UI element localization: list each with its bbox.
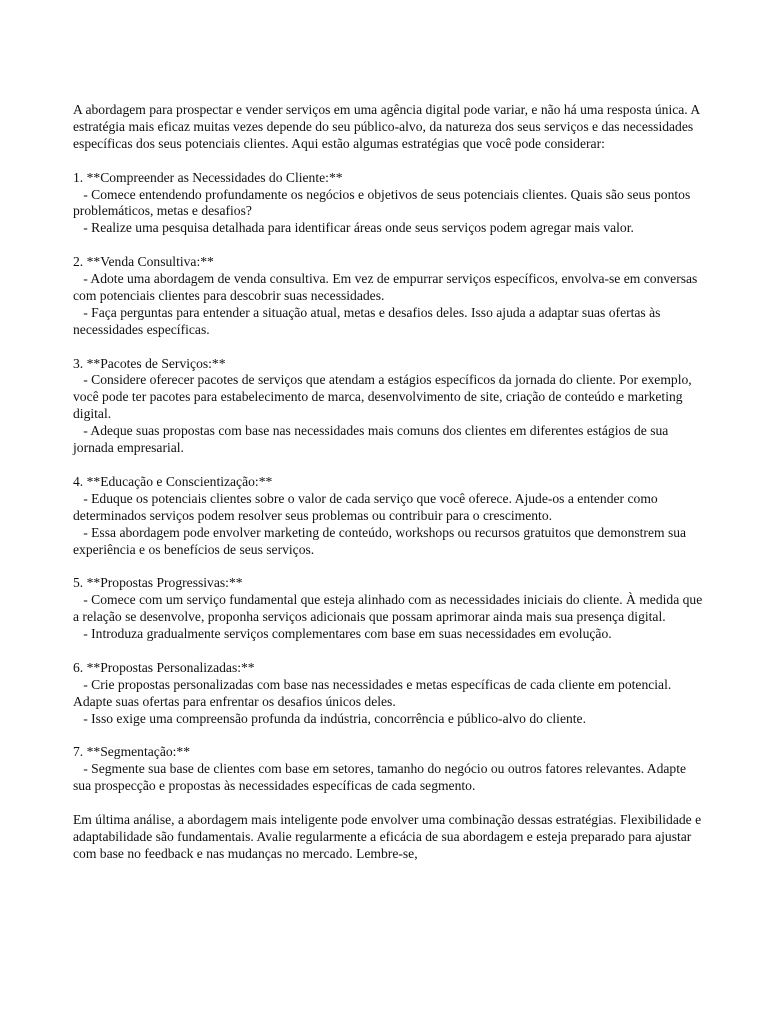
section-7 — [73, 744, 703, 795]
section-heading: 2. **Venda Consultiva:** — [73, 254, 214, 270]
section-heading: 7. **Segmentação:** — [73, 744, 191, 760]
section-heading: 4. **Educação e Conscientização:** — [73, 473, 273, 489]
section-bullet: - Crie propostas personalizadas com base nas necessidades e metas específicas de cada cliente em potencial. Adapte suas ofertas para enfrentar os desafios únicos deles. — [73, 676, 674, 709]
section-heading: 1. **Compreender as Necessidades do Cliente:** — [73, 169, 343, 185]
section-bullet: - Adote uma abordagem de venda consultiva. Em vez de empurrar serviços específicos, envolva-se em conversas com potenciais clientes para descobrir suas necessidades. — [73, 271, 701, 303]
section-bullet: - Segmente sua base de clientes com base em setores, tamanho do negócio ou outros fatores relevantes. Adapte sua prospecção e propostas às necessidades específicas de cada segmento. — [73, 761, 690, 794]
section-heading: 6. **Propostas Personalizadas:** — [73, 659, 255, 675]
section-6 — [73, 660, 703, 728]
document-page — [73, 102, 706, 880]
section-3 — [73, 356, 703, 457]
section-bullet: - Eduque os potenciais clientes sobre o valor de cada serviço que você oferece. Ajude-os a entender como determinados serviços podem resolver seus problemas ou contribuir para o crescimento. — [73, 490, 662, 523]
section-heading: 5. **Propostas Progressivas:** — [73, 575, 243, 591]
section-bullet: - Realize uma pesquisa detalhada para identificar áreas onde seus serviços podem agregar mais valor. — [73, 220, 634, 236]
section-bullet: - Faça perguntas para entender a situação atual, metas e desafios deles. Isso ajuda a adaptar suas ofertas às necessidades específicas. — [73, 304, 664, 337]
section-bullet: - Comece entendendo profundamente os negócios e objetivos de seus potenciais clientes. Quais são seus pontos problemáticos, metas e desafios? — [73, 186, 694, 219]
section-bullet: - Comece com um serviço fundamental que esteja alinhado com as necessidades iniciais do cliente. À medida que a relação se desenvolve, proponha serviços adicionais que possam aprimorar ainda mais sua presença digital. — [73, 592, 706, 625]
section-4 — [73, 474, 703, 559]
section-5 — [73, 575, 706, 643]
section-bullet: - Isso exige uma compreensão profunda da indústria, concorrência e público-alvo do cliente. — [73, 710, 586, 726]
section-bullet: - Adeque suas propostas com base nas necessidades mais comuns dos clientes em diferentes estágios de sua jornada empresarial. — [73, 423, 672, 456]
section-bullet: - Introduza gradualmente serviços complementares com base em suas necessidades em evolução. — [73, 626, 612, 642]
conclusion-paragraph: Em última análise, a abordagem mais inteligente pode envolver uma combinação dessas estratégias. Flexibilidade e adaptabilidade são fundamentais. Avalie regularmente a eficácia de sua abordagem e esteja preparado para ajustar com base no feedback e nas mudanças no mercado. Lembre-se, — [73, 811, 702, 861]
section-bullet: - Considere oferecer pacotes de serviços que atendam a estágios específicos da jornada do cliente. Por exemplo, você pode ter pacotes para estabelecimento de marca, desenvolvimento de site, criação de conteúdo e marketing digital. — [73, 372, 696, 422]
section-1 — [73, 170, 703, 238]
section-2 — [73, 254, 703, 339]
section-bullet: - Essa abordagem pode envolver marketing de conteúdo, workshops ou recursos gratuitos que demonstrem sua experiência e os benefícios de seus serviços. — [73, 524, 690, 557]
section-heading: 3. **Pacotes de Serviços:** — [73, 355, 226, 371]
intro-paragraph: A abordagem para prospectar e vender serviços em uma agência digital pode variar, e não há uma resposta única. A estratégia mais eficaz muitas vezes depende do seu público-alvo, da natureza dos seus serviços e das necessidades específicas dos seus potenciais clientes. Aqui estão algumas estratégias que você pode considerar: — [73, 102, 700, 151]
